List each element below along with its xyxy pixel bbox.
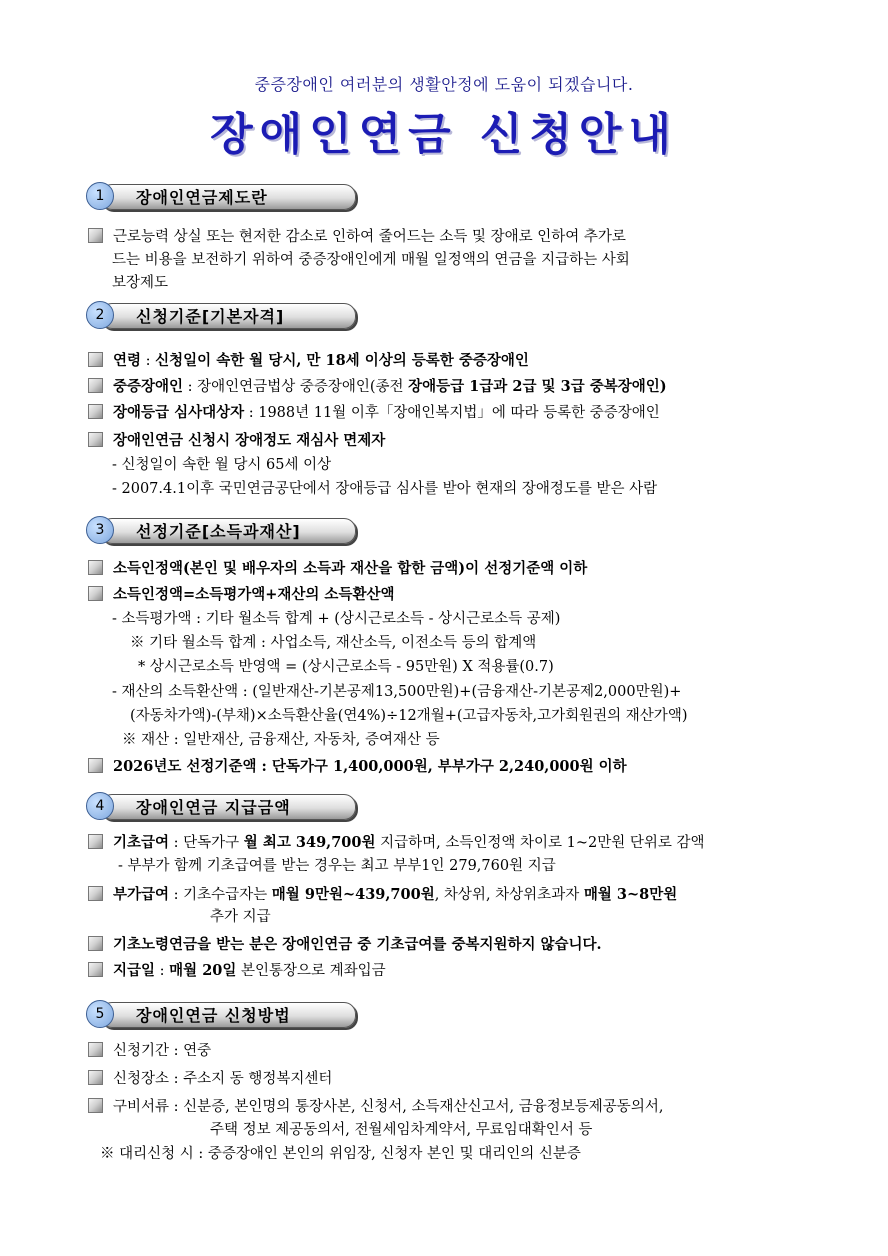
section-header-2 — [86, 301, 356, 329]
square-bullet-icon — [88, 352, 103, 367]
s3-line-2: 소득인정액=소득평가액+재산의 소득환산액 — [88, 584, 808, 606]
square-bullet-icon — [88, 378, 103, 393]
page-subtitle: 중증장애인 여러분의 생활안정에 도움이 되겠습니다. — [254, 75, 634, 94]
s2-grade: 장애등급 심사대상자 : 1988년 11월 이후「장애인복지법」에 따라 등록한 중증장애인 — [88, 402, 808, 424]
section-number-badge: 4 — [86, 792, 114, 820]
s4-basic-2: - 부부가 함께 기초급여를 받는 경우는 최고 부부1인 279,760원 지급 — [118, 858, 556, 874]
section-title: 장애인연금제도란 — [136, 188, 268, 207]
s5-proxy: ※ 대리신청 시 : 중증장애인 본인의 위임장, 신청자 본인 및 대리인의 신분증 — [100, 1146, 581, 1162]
s2-exempt-1: - 신청일이 속한 월 당시 65세 이상 — [112, 457, 332, 473]
s4-add-2: 추가 지급 — [210, 909, 271, 925]
square-bullet-icon — [88, 560, 103, 575]
s5-place: 신청장소 : 주소지 동 행정복지센터 — [88, 1069, 808, 1090]
square-bullet-icon — [88, 228, 103, 243]
s1-line-2: 드는 비용을 보전하기 위하여 중증장애인에게 매월 일정액의 연금을 지급하는 사회 — [112, 252, 630, 268]
square-bullet-icon — [88, 1070, 103, 1085]
s4-add: 부가급여 : 기초수급자는 매월 9만원~439,700원, 차상위, 차상위초과자 매월 3~8만원 — [88, 884, 808, 906]
s3-line-5: * 상시근로소득 반영액 = (상시근로소득 - 95만원) X 적용률(0.7) — [138, 659, 554, 675]
square-bullet-icon — [88, 1098, 103, 1113]
s2-exempt: 장애인연금 신청시 장애정도 재심사 면제자 — [88, 430, 808, 452]
section-title: 신청기준[기본자격] — [136, 307, 285, 326]
section-number-badge: 5 — [86, 1000, 114, 1028]
square-bullet-icon — [88, 834, 103, 849]
s3-line-1: 소득인정액(본인 및 배우자의 소득과 재산을 합한 금액)이 선정기준액 이하 — [88, 558, 808, 580]
square-bullet-icon — [88, 886, 103, 901]
s3-line-4: ※ 기타 월소득 합계 : 사업소득, 재산소득, 이전소득 등의 합계액 — [130, 635, 537, 651]
s3-line-7: (자동차가액)-(부채)×소득환산율(연4%)÷12개월+(고급자동차,고가회원권의 재산가액) — [130, 708, 688, 724]
s2-severe: 중증장애인 : 장애인연금법상 중증장애인(종전 장애등급 1급과 2급 및 3급 중복장애인) — [88, 376, 808, 398]
s5-docs-2: 주택 정보 제공동의서, 전월세임차계약서, 무료임대확인서 등 — [210, 1122, 593, 1138]
s5-docs: 구비서류 : 신분증, 본인명의 통장사본, 신청서, 소득재산신고서, 금융정보등제공동의서, — [88, 1097, 808, 1118]
square-bullet-icon — [88, 586, 103, 601]
section-title: 장애인연금 신청방법 — [136, 1006, 291, 1025]
page-title: 장애인연금 신청안내 — [210, 109, 678, 160]
s3-line-6: - 재산의 소득환산액 : (일반재산-기본공제13,500만원)+(금융재산-기본공제2,000만원)+ — [112, 684, 682, 700]
s2-exempt-2: - 2007.4.1이후 국민연금공단에서 장애등급 심사를 받아 현재의 장애정도를 받은 사람 — [112, 481, 658, 497]
s1-line-3: 보장제도 — [112, 275, 169, 291]
s1-line-1: 근로능력 상실 또는 현저한 감소로 인하여 줄어드는 소득 및 장애로 인하여 추가로 — [88, 227, 808, 248]
square-bullet-icon — [88, 962, 103, 977]
s4-pay: 지급일 : 매월 20일 본인통장으로 계좌입금 — [88, 960, 808, 982]
square-bullet-icon — [88, 432, 103, 447]
square-bullet-icon — [88, 1042, 103, 1057]
section-number-badge: 1 — [86, 182, 114, 210]
s3-line-9: 2026년도 선정기준액 : 단독가구 1,400,000원, 부부가구 2,240,000원 이하 — [88, 756, 808, 778]
section-header-1 — [86, 182, 356, 210]
square-bullet-icon — [88, 758, 103, 773]
s2-age: 연령 : 신청일이 속한 월 당시, 만 18세 이상의 등록한 중증장애인 — [88, 350, 808, 372]
section-number-badge: 3 — [86, 516, 114, 544]
square-bullet-icon — [88, 404, 103, 419]
s3-line-8: ※ 재산 : 일반재산, 금융재산, 자동차, 증여재산 등 — [122, 732, 440, 748]
section-header-5 — [86, 1000, 356, 1028]
section-title: 장애인연금 지급금액 — [136, 798, 291, 817]
s5-period: 신청기간 : 연중 — [88, 1041, 808, 1062]
s4-note: 기초노령연금을 받는 분은 장애인연금 중 기초급여를 중복지원하지 않습니다. — [88, 934, 808, 956]
square-bullet-icon — [88, 936, 103, 951]
section-title: 선정기준[소득과재산] — [136, 522, 301, 541]
section-header-3 — [86, 516, 356, 544]
section-number-badge: 2 — [86, 301, 114, 329]
section-header-4 — [86, 792, 356, 820]
s3-line-3: - 소득평가액 : 기타 월소득 합계 + (상시근로소득 - 상시근로소득 공제) — [112, 611, 561, 627]
s4-basic: 기초급여 : 단독가구 월 최고 349,700원 지급하며, 소득인정액 차이로 1~2만원 단위로 감액 — [88, 832, 808, 854]
